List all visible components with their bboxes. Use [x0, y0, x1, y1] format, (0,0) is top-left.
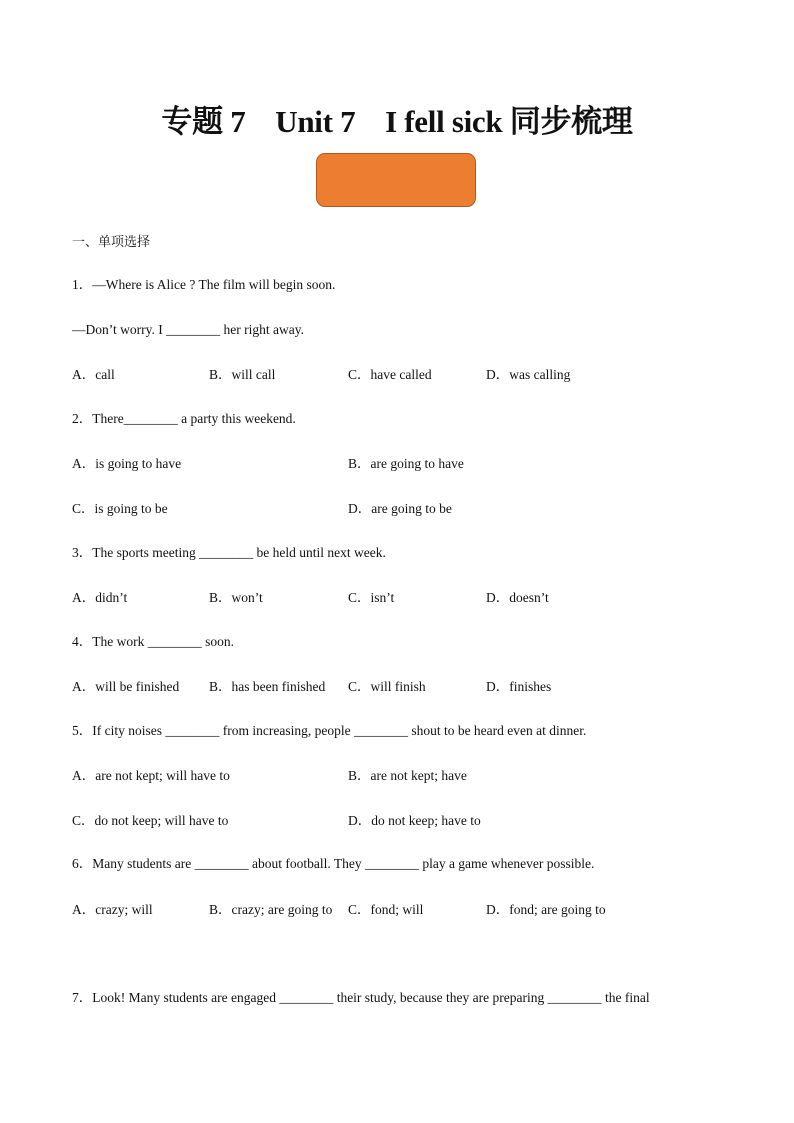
q2-option-d[interactable]: D．are going to be — [348, 501, 452, 516]
q1-option-a[interactable]: A．call — [72, 367, 115, 382]
question-4-stem: 4．The work ________ soon. — [72, 634, 234, 649]
q4-option-d[interactable]: D．finishes — [486, 679, 552, 694]
q5-option-d[interactable]: D．do not keep; have to — [348, 813, 481, 828]
question-1-stem: 1．—Where is Alice ? The film will begin soon. — [72, 277, 336, 292]
q2-option-c[interactable]: C．is going to be — [72, 501, 168, 516]
question-7-stem: 7．Look! Many students are engaged ________ their study, because they are preparing ________ the final — [72, 990, 650, 1005]
q6-option-b[interactable]: B．crazy; are going to — [209, 902, 333, 917]
q6-option-c[interactable]: C．fond; will — [348, 902, 424, 917]
question-6-stem: 6．Many students are ________ about football. They ________ play a game whenever possible. — [72, 856, 595, 871]
q6-option-d[interactable]: D．fond; are going to — [486, 902, 606, 917]
q2-option-a[interactable]: A．is going to have — [72, 456, 182, 471]
q5-option-c[interactable]: C．do not keep; will have to — [72, 813, 229, 828]
q3-option-b[interactable]: B．won’t — [209, 590, 263, 605]
question-5-stem: 5．If city noises ________ from increasing, people ________ shout to be heard even at dinner. — [72, 723, 587, 738]
q4-option-c[interactable]: C．will finish — [348, 679, 426, 694]
section-heading: 一、单项选择 — [72, 235, 151, 250]
q3-option-a[interactable]: A．didn’t — [72, 590, 128, 605]
q1-option-d[interactable]: D．was calling — [486, 367, 571, 382]
q4-option-b[interactable]: B．has been finished — [209, 679, 326, 694]
q5-option-a[interactable]: A．are not kept; will have to — [72, 768, 230, 783]
q3-option-d[interactable]: D．doesn’t — [486, 590, 549, 605]
q6-option-a[interactable]: A．crazy; will — [72, 902, 153, 917]
question-3-stem: 3．The sports meeting ________ be held until next week. — [72, 545, 386, 560]
q1-option-b[interactable]: B．will call — [209, 367, 276, 382]
q2-option-b[interactable]: B．are going to have — [348, 456, 464, 471]
q1-option-c[interactable]: C．have called — [348, 367, 432, 382]
question-2-stem: 2．There________ a party this weekend. — [72, 411, 296, 426]
q3-option-c[interactable]: C．isn’t — [348, 590, 395, 605]
orange-badge — [316, 153, 476, 207]
question-1-stem-2: —Don’t worry. I ________ her right away. — [72, 322, 304, 337]
page-title: 专题 7 Unit 7 I fell sick 同步梳理 — [161, 104, 633, 139]
q4-option-a[interactable]: A．will be finished — [72, 679, 180, 694]
q5-option-b[interactable]: B．are not kept; have — [348, 768, 467, 783]
